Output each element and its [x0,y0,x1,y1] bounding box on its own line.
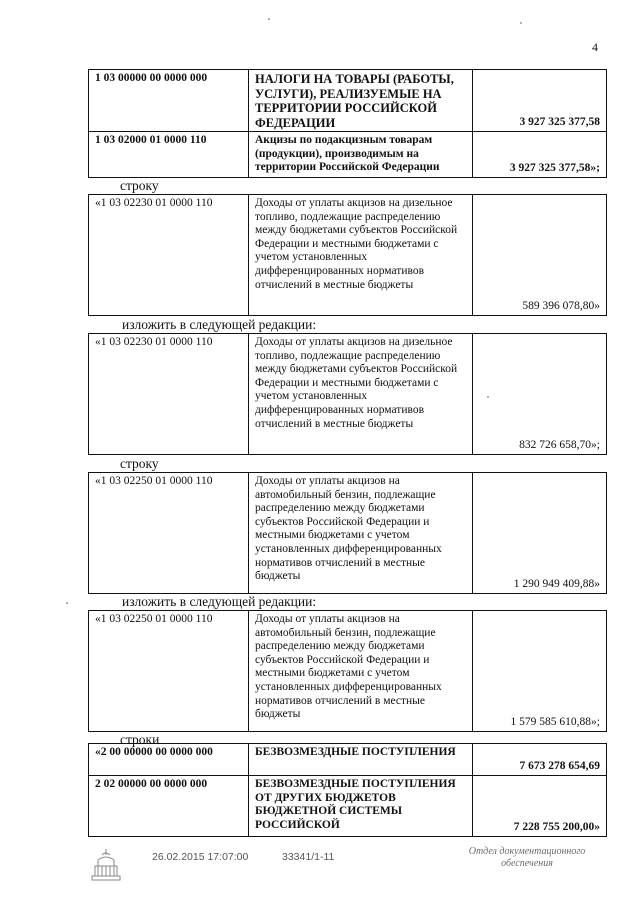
revenue-amount: 3 927 325 377,58 [473,70,607,132]
table-row [89,611,607,732]
revenue-table-block-5 [88,610,607,732]
revenue-amount: 3 927 325 377,58»; [473,132,607,178]
revenue-amount: 589 396 078,80» [473,195,607,316]
scan-speck [66,602,68,604]
revenue-name: БЕЗВОЗМЕЗДНЫЕ ПОСТУПЛЕНИЯ ОТ ДРУГИХ БЮДЖЕТОВ БЮДЖЕТНОЙ СИСТЕМЫ РОССИЙСКОЙ [249,776,473,837]
table-row [89,473,607,594]
revenue-name: БЕЗВОЗМЕЗДНЫЕ ПОСТУПЛЕНИЯ [249,744,473,776]
table-row [89,70,607,132]
revenue-table-block-1 [88,69,607,178]
budget-code: «1 03 02230 01 0000 110 [89,195,249,316]
revenue-table-block-2 [88,194,607,316]
revenue-name: Доходы от уплаты акцизов на дизельное топливо, подлежащие распределению между бюджетами субъектов Российской Федерации и местными бюджетами с учетом установленных дифференцированных нормативов отчислений в местные бюджеты [249,334,473,455]
budget-code: «1 03 02250 01 0000 110 [89,611,249,732]
footer-timestamp: 26.02.2015 17:07:00 [152,851,249,863]
scan-speck [268,18,270,20]
table-row [89,334,607,455]
table-row [89,744,607,776]
scan-speck [520,22,522,24]
budget-code: «2 00 00000 00 0000 000 [89,744,249,776]
instruction-label: строку [120,178,159,193]
revenue-name: НАЛОГИ НА ТОВАРЫ (РАБОТЫ, УСЛУГИ), РЕАЛИЗУЕМЫЕ НА ТЕРРИТОРИИ РОССИЙСКОЙ ФЕДЕРАЦИИ [249,70,473,132]
budget-code: 1 03 02000 01 0000 110 [89,132,249,178]
revenue-name: Акцизы по подакцизным товарам (продукции), производимым на территории Российской Федерации [249,132,473,178]
instruction-label: строку [120,456,159,471]
instruction-label: изложить в следующей редакции: [122,594,317,609]
revenue-amount: 1 290 949 409,88» [473,473,607,594]
revenue-name: Доходы от уплаты акцизов на автомобильный бензин, подлежащие распределению между бюджетами субъектов Российской Федерации и местными бюджетами с учетом установленных дифференцированных нормативов отчислений в местные бюджеты [249,473,473,594]
revenue-table-block-6 [88,743,607,837]
instruction-label: строки [120,732,160,747]
footer-document-id: 33341/1-11 [282,851,335,863]
revenue-amount: 7 228 755 200,00» [473,776,607,837]
revenue-name: Доходы от уплаты акцизов на дизельное топливо, подлежащие распределению между бюджетами субъектов Российской Федерации и местными бюджетами с учетом установленных дифференцированных нормативов отчислений в местные бюджеты [249,195,473,316]
page-number: 4 [592,40,598,54]
department-stamp: Отдел документационного обеспечения [468,846,586,869]
revenue-table-block-3 [88,333,607,455]
budget-code: 1 03 00000 00 0000 000 [89,70,249,132]
budget-code: 2 02 00000 00 0000 000 [89,776,249,837]
revenue-name: Доходы от уплаты акцизов на автомобильный бензин, подлежащие распределению между бюджетами субъектов Российской Федерации и местными бюджетами с учетом установленных дифференцированных нормативов отчислений в местные бюджеты [249,611,473,732]
budget-code: «1 03 02230 01 0000 110 [89,334,249,455]
budget-code: «1 03 02250 01 0000 110 [89,473,249,594]
revenue-amount: 832 726 658,70»; [473,334,607,455]
table-row [89,776,607,837]
revenue-amount: 7 673 278 654,69 [473,744,607,776]
scan-speck [487,396,489,398]
revenue-table-block-4 [88,472,607,594]
revenue-amount: 1 579 585 610,88»; [473,611,607,732]
emblem-icon [88,846,124,884]
table-row [89,132,607,178]
table-row [89,195,607,316]
instruction-label: изложить в следующей редакции: [122,317,317,332]
